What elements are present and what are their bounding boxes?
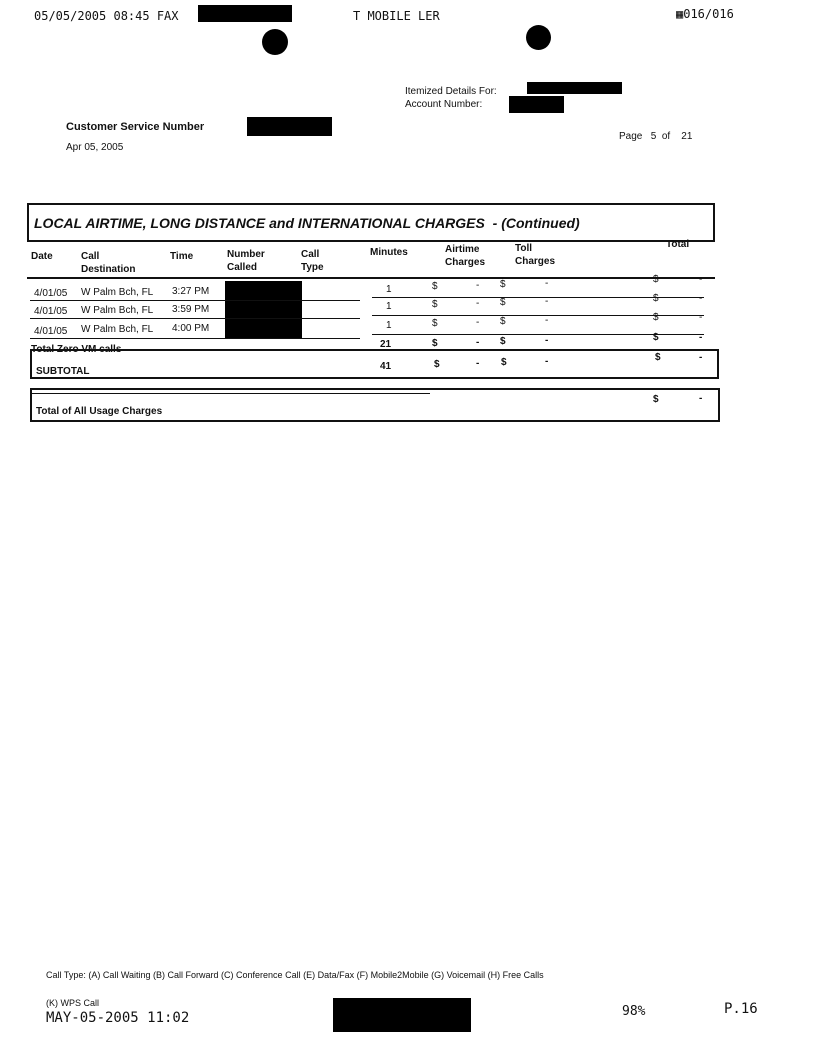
scan-blot [526,25,551,50]
itemized-label: Itemized Details For: [405,86,497,97]
subtotal-box [30,349,719,379]
col-date: Date [31,251,53,262]
redacted-block [333,998,471,1032]
col-toll-charges: Toll Charges [515,243,556,267]
header-divider [27,277,715,279]
redacted-numbers [225,281,302,339]
row-rule [30,318,360,319]
col-airtime-charges: Airtime Charges [445,244,486,268]
fax-page-counter: ▦016/016 [676,7,734,21]
col-time: Time [170,251,194,262]
fax-page: P.16 [724,1001,758,1017]
col-call-type: Call Type [301,249,324,273]
fax-icon: ▦ [676,7,684,21]
title-divider [27,240,715,242]
col-total: Total [666,239,690,250]
fax-datetime: 05/05/2005 08:45 FAX [34,9,179,23]
redacted-block [509,96,564,113]
fax-footer-datetime: MAY-05-2005 11:02 [46,1010,190,1026]
call-type-legend-2: (K) WPS Call [46,998,100,1008]
redacted-block [198,5,292,22]
fax-percent: 98% [622,1004,646,1019]
col-call-destination: Call Destination [81,251,136,275]
customer-service-label: Customer Service Number [66,121,205,133]
scan-blot [262,29,288,55]
redacted-block [247,117,332,136]
redacted-block [527,82,622,94]
page-indicator: Page 5 of 21 [619,131,693,142]
account-label: Account Number: [405,99,483,110]
charges-title: LOCAL AIRTIME, LONG DISTANCE and INTERNATIONAL CHARGES - (Continued) [34,215,580,231]
row-rule [30,338,360,339]
call-type-legend: Call Type: (A) Call Waiting (B) Call Forward (C) Conference Call (E) Data/Fax (F) Mobile2Mobile (G) Voicemail (H) Free Calls [46,970,544,980]
total-usage-rule [30,393,430,394]
row-rule [30,300,360,301]
col-number-called: Number Called [227,249,265,273]
statement-date: Apr 05, 2005 [66,142,124,153]
fax-sender: T MOBILE LER [353,9,440,23]
col-minutes: Minutes [370,247,408,258]
